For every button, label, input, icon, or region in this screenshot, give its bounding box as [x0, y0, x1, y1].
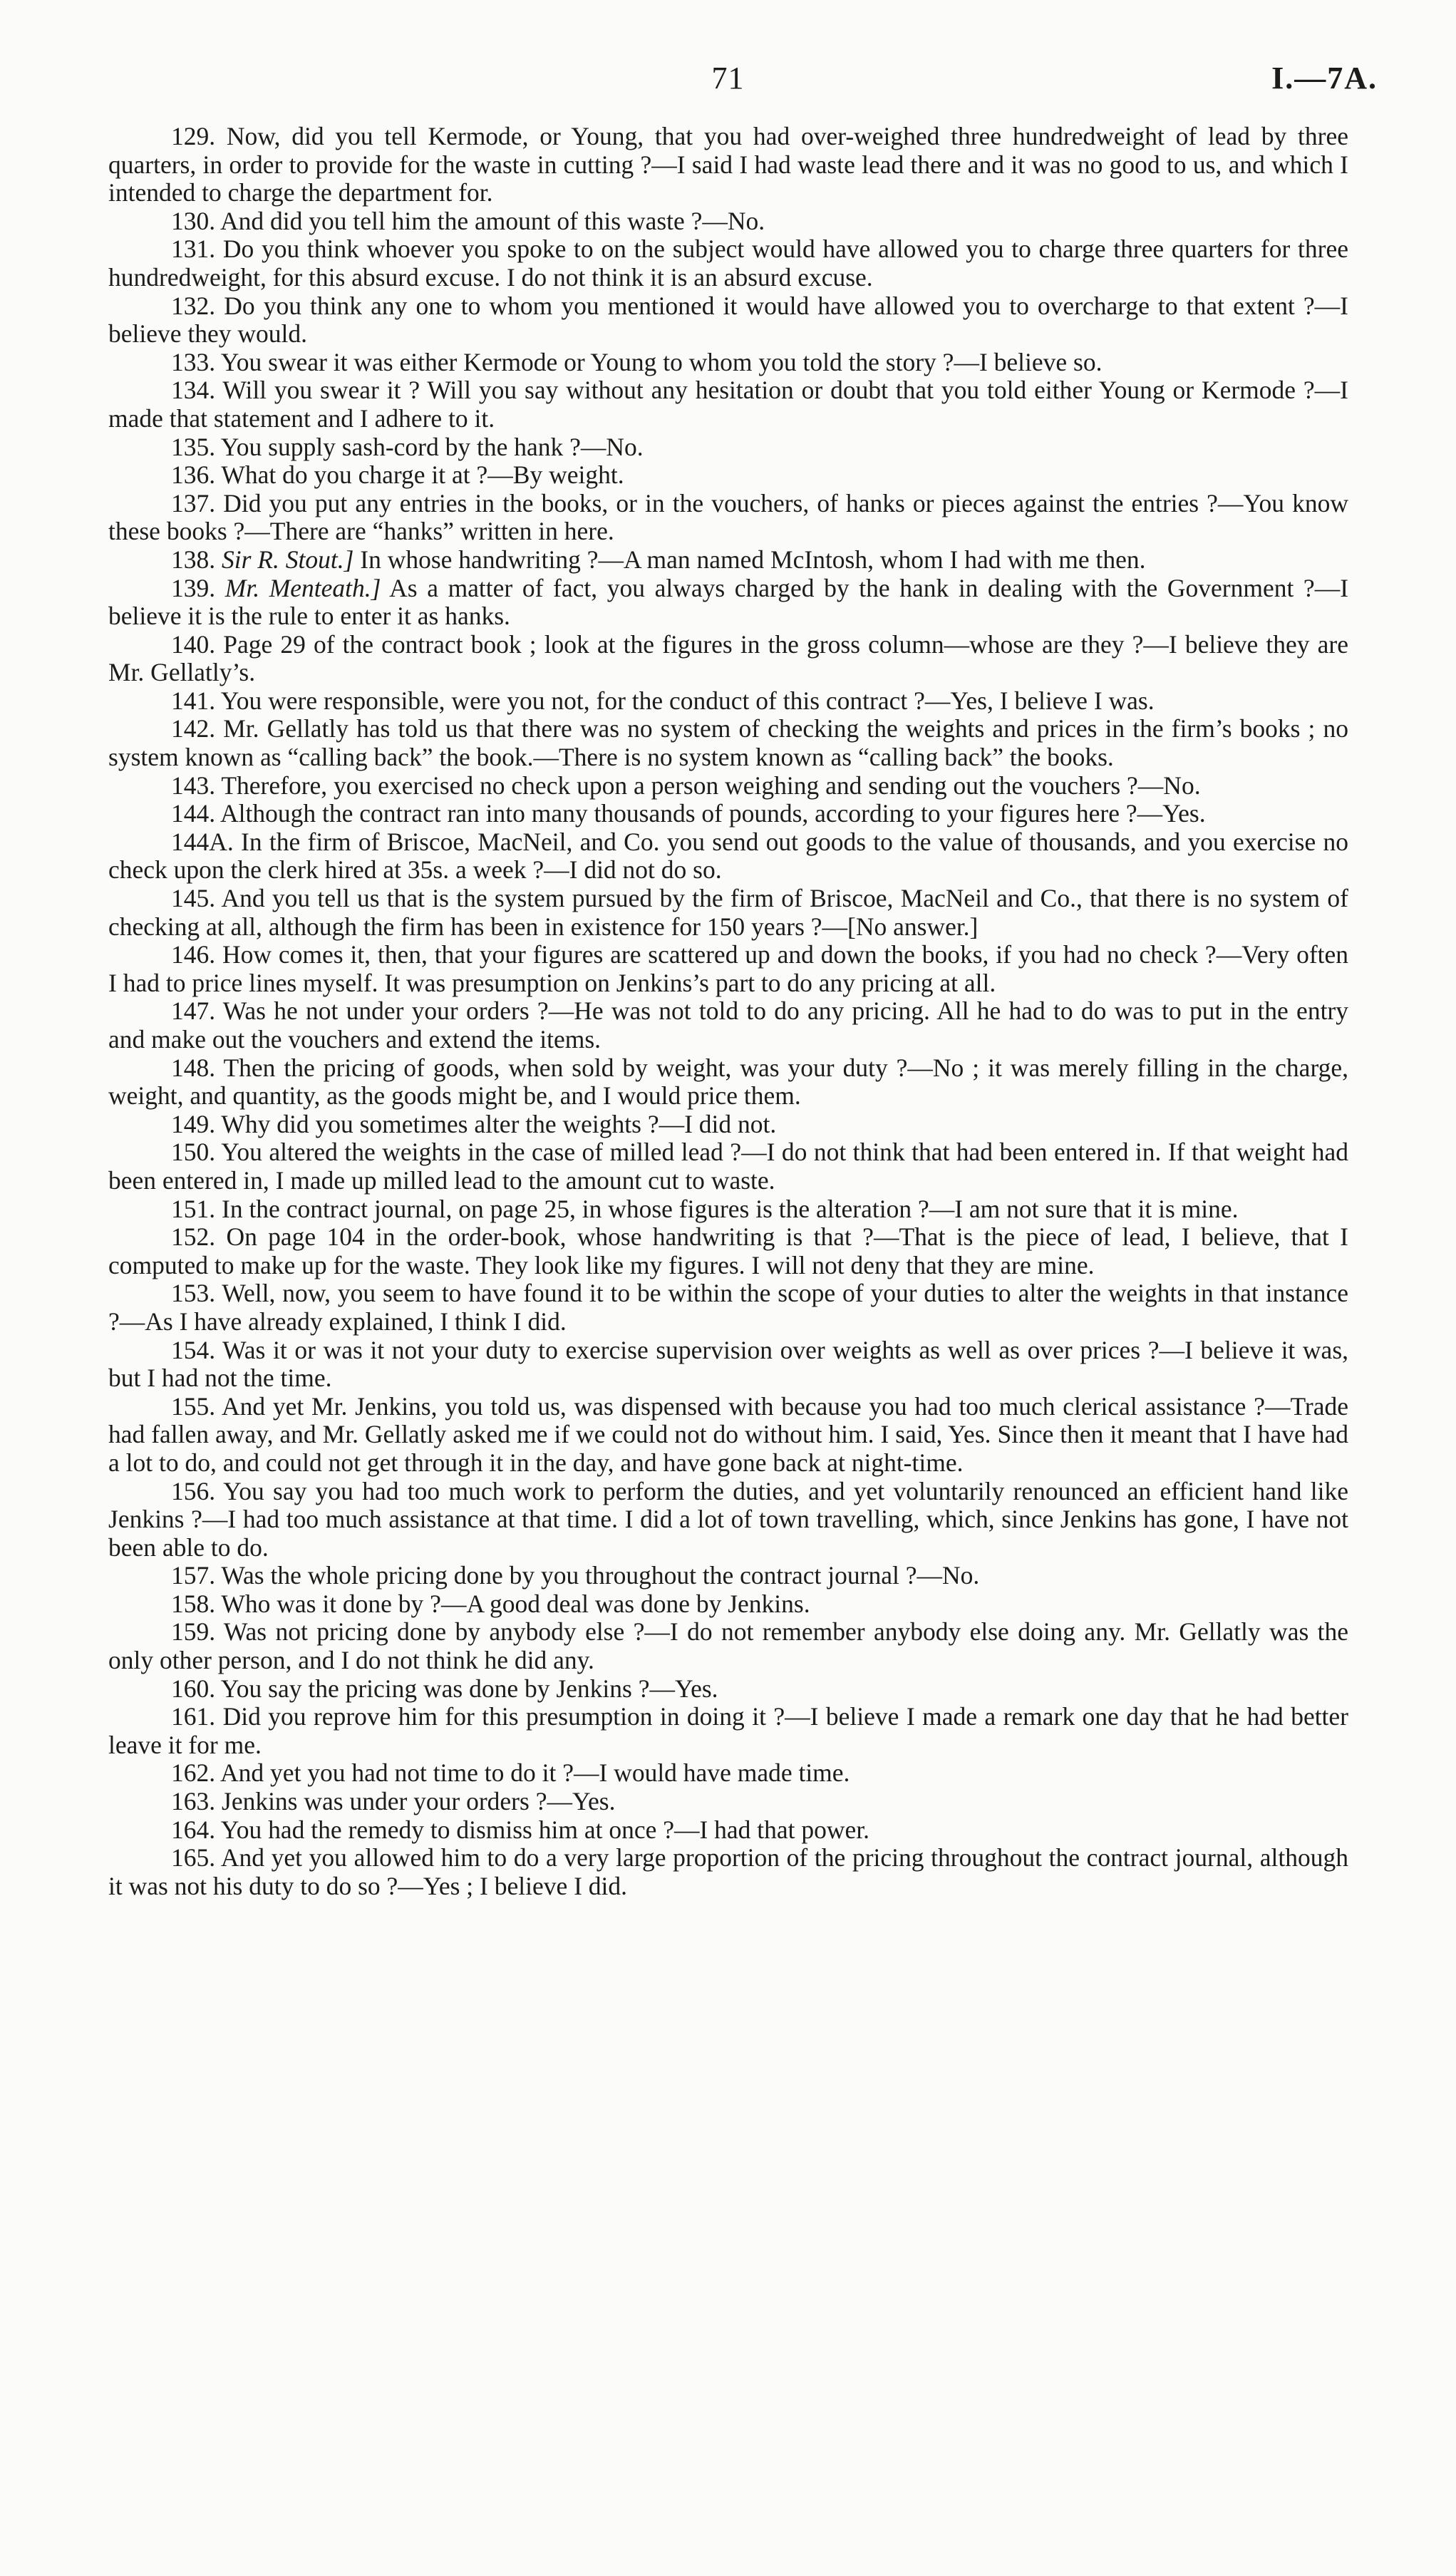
question-answer-text: Did you put any entries in the books, or in the vouchers, of hanks or pieces against the entries ?—You know these books ?—There are “hanks” written in here. — [108, 488, 1348, 546]
testimony-paragraph — [108, 575, 1348, 631]
question-number: 129. — [171, 122, 216, 150]
question-answer-text: And you tell us that is the system pursued by the firm of Briscoe, MacNeil and Co., that there is no system of checking at all, although the firm has been in existence for 150 years ?—[No answer.] — [108, 884, 1348, 941]
testimony-paragraph — [108, 1618, 1348, 1674]
question-answer-text: You were responsible, were you not, for the conduct of this contract ?—Yes, I believe I was. — [220, 686, 1155, 715]
testimony-paragraph — [108, 715, 1348, 771]
testimony-body — [108, 123, 1348, 1900]
question-answer-text: As a matter of fact, you always charged by the hank in dealing with the Government ?—I believe it is the rule to enter it as hanks. — [108, 573, 1349, 631]
question-number: 150. — [171, 1138, 216, 1167]
testimony-paragraph — [108, 1478, 1348, 1562]
speaker-name: Mr. Menteath.] — [224, 573, 381, 602]
testimony-paragraph — [108, 1759, 1348, 1788]
question-answer-text: In the firm of Briscoe, MacNeil, and Co. you send out goods to the value of thousands, and you exercise no check upon the clerk hired at 35s. a week ?—I did not do so. — [108, 827, 1348, 885]
question-number: 135. — [171, 432, 216, 461]
question-number: 143. — [171, 771, 216, 800]
question-answer-text: What do you charge it at ?—By weight. — [221, 460, 624, 490]
testimony-paragraph — [108, 772, 1348, 800]
testimony-paragraph — [108, 631, 1348, 687]
testimony-paragraph — [108, 1279, 1348, 1336]
testimony-paragraph — [108, 1816, 1348, 1845]
question-number: 160. — [171, 1674, 216, 1703]
question-number: 134. — [171, 376, 216, 405]
question-number: 146. — [171, 940, 216, 969]
question-number: 136. — [171, 460, 216, 490]
question-answer-text: Do you think any one to whom you mentioned it would have allowed you to overcharge to that extent ?—I believe they would. — [108, 291, 1348, 349]
question-answer-text: Page 29 of the contract book ; look at the figures in the gross column—whose are they ?—I believe they are Mr. Gellatly’s. — [108, 629, 1349, 687]
testimony-paragraph — [108, 941, 1348, 997]
question-number: 140. — [171, 629, 216, 659]
testimony-paragraph — [108, 1703, 1348, 1759]
question-answer-text: And yet you had not time to do it ?—I would have made time. — [220, 1758, 850, 1788]
question-answer-text: In the contract journal, on page 25, in whose figures is the alteration ?—I am not sure that it is mine. — [222, 1194, 1239, 1223]
testimony-paragraph — [108, 461, 1348, 490]
testimony-paragraph — [108, 235, 1348, 292]
speaker-name: Sir R. Stout.] — [222, 545, 354, 574]
question-answer-text: Was he not under your orders ?—He was not told to do any pricing. All he had to do was to put in the entry and make out the vouchers and extend the items. — [108, 996, 1349, 1053]
question-answer-text: Who was it done by ?—A good deal was done by Jenkins. — [221, 1589, 810, 1618]
testimony-paragraph — [108, 490, 1348, 546]
question-answer-text: And did you tell him the amount of this waste ?—No. — [220, 206, 765, 235]
question-answer-text: Mr. Gellatly has told us that there was no system of checking the weights and prices in the firm’s books ; no system known as “calling back” the book.—There is no system known as “calling back” the books. — [108, 714, 1349, 772]
question-answer-text: You had the remedy to dismiss him at once ?—I had that power. — [220, 1815, 870, 1844]
question-answer-text: You say the pricing was done by Jenkins ?—Yes. — [220, 1674, 718, 1703]
testimony-paragraph — [108, 292, 1348, 349]
testimony-paragraph — [108, 1336, 1348, 1393]
testimony-paragraph — [108, 1393, 1348, 1478]
question-number: 151. — [171, 1194, 216, 1223]
testimony-paragraph — [108, 1138, 1348, 1195]
question-number: 132. — [171, 291, 216, 320]
testimony-paragraph — [108, 546, 1348, 575]
question-number: 158. — [171, 1589, 216, 1618]
question-answer-text: And yet you allowed him to do a very large proportion of the pricing throughout the contract journal, although it was not his duty to do so ?—Yes ; I believe I did. — [108, 1843, 1348, 1900]
question-number: 156. — [171, 1476, 216, 1505]
testimony-paragraph — [108, 1111, 1348, 1139]
question-answer-text: You supply sash-cord by the hank ?—No. — [220, 432, 644, 461]
question-number: 144. — [171, 799, 216, 828]
question-answer-text: Will you swear it ? Will you say without any hesitation or doubt that you told either Young or Kermode ?—I made that statement and I adhere to it. — [108, 376, 1348, 433]
question-answer-text: Jenkins was under your orders ?—Yes. — [222, 1787, 616, 1816]
question-number: 130. — [171, 206, 216, 235]
testimony-paragraph — [108, 349, 1348, 377]
question-answer-text: Then the pricing of goods, when sold by weight, was your duty ?—No ; it was merely filling in the charge, weight, and quantity, as the goods might be, and I would price them. — [108, 1053, 1348, 1111]
testimony-paragraph — [108, 123, 1348, 207]
question-answer-text: Why did you sometimes alter the weights ?—I did not. — [221, 1109, 777, 1138]
question-answer-text: Do you think whoever you spoke to on the subject would have allowed you to charge three quarters for three hundredweight, for this absurd excuse. I do not think it is an absurd excuse. — [108, 235, 1348, 292]
testimony-paragraph — [108, 1054, 1348, 1111]
question-number: 163. — [171, 1787, 216, 1816]
question-number: 133. — [171, 347, 216, 376]
question-answer-text: Did you reprove him for this presumption in doing it ?—I believe I made a remark one day that he had better leave it for me. — [108, 1702, 1349, 1759]
question-number: 155. — [171, 1391, 216, 1421]
testimony-paragraph — [108, 800, 1348, 828]
testimony-paragraph — [108, 433, 1348, 462]
testimony-paragraph — [108, 1195, 1348, 1224]
question-answer-text: You swear it was either Kermode or Young to whom you told the story ?—I believe so. — [220, 347, 1103, 376]
question-answer-text: And yet Mr. Jenkins, you told us, was dispensed with because you had too much clerical assistance ?—Trade had fallen away, and Mr. Gellatly asked me if we could not do without him. I said, Yes. Since then it meant that I have had a lot to do, and could not get through it in the day, and have gone back at night-time. — [108, 1391, 1348, 1477]
question-answer-text: Although the contract ran into many thousands of pounds, according to your figures here ?—Yes. — [220, 799, 1206, 828]
testimony-paragraph — [108, 207, 1348, 236]
question-answer-text: Was not pricing done by anybody else ?—I do not remember anybody else doing any. Mr. Gellatly was the only other person, and I do not think he did any. — [108, 1617, 1349, 1675]
testimony-paragraph — [108, 885, 1348, 941]
testimony-paragraph — [108, 1788, 1348, 1816]
question-number: 142. — [171, 714, 216, 743]
question-answer-text: In whose handwriting ?—A man named McIntosh, whom I had with me then. — [360, 545, 1146, 574]
testimony-paragraph — [108, 376, 1348, 433]
question-number: 164. — [171, 1815, 216, 1844]
question-number: 154. — [171, 1335, 216, 1364]
testimony-paragraph — [108, 1590, 1348, 1619]
question-number: 138. — [171, 545, 216, 574]
question-answer-text: Was it or was it not your duty to exercise supervision over weights as well as over prices ?—I believe it was, but I had not the time. — [108, 1335, 1349, 1393]
question-answer-text: Now, did you tell Kermode, or Young, that you had over-weighed three hundredweight of lead by three quarters, in order to provide for the waste in cutting ?—I said I had waste lead there and it was no good to us, and which I intended to charge the department for. — [108, 122, 1348, 207]
question-number: 153. — [171, 1279, 216, 1308]
question-number: 141. — [171, 686, 216, 715]
question-number: 145. — [171, 884, 216, 913]
question-number: 159. — [171, 1617, 216, 1647]
question-answer-text: Was the whole pricing done by you throughout the contract journal ?—No. — [221, 1561, 980, 1590]
testimony-paragraph — [108, 1562, 1348, 1590]
testimony-paragraph — [108, 687, 1348, 716]
question-number: 148. — [171, 1053, 216, 1082]
question-answer-text: Well, now, you seem to have found it to be within the scope of your duties to alter the weights in that instance ?—As I have already explained, I think I did. — [108, 1279, 1349, 1336]
question-answer-text: You altered the weights in the case of milled lead ?—I do not think that had been entered in. If that weight had been entered in, I made up milled lead to the amount cut to waste. — [108, 1138, 1349, 1195]
question-number: 162. — [171, 1758, 216, 1788]
testimony-paragraph — [108, 1844, 1348, 1900]
question-answer-text: On page 104 in the order-book, whose handwriting is that ?—That is the piece of lead, I believe, that I computed to make up for the waste. They look like my figures. I will not deny that they are mine. — [108, 1222, 1348, 1279]
question-number: 149. — [171, 1109, 216, 1138]
page-number: 71 — [711, 61, 745, 96]
question-number: 137. — [171, 488, 216, 517]
question-number: 131. — [171, 235, 216, 264]
testimony-paragraph — [108, 828, 1348, 885]
question-number: 144A. — [171, 827, 234, 856]
testimony-paragraph — [108, 1223, 1348, 1279]
question-number: 157. — [171, 1561, 216, 1590]
testimony-paragraph — [108, 1675, 1348, 1704]
question-number: 139. — [171, 573, 216, 602]
question-number: 161. — [171, 1702, 216, 1731]
question-answer-text: You say you had too much work to perform the duties, and yet voluntarily renounced an efficient hand like Jenkins ?—I had too much assistance at that time. I did a lot of town travelling, which, since Jenkins has gone, I have not been able to do. — [108, 1476, 1348, 1562]
document-reference: I.—7A. — [1271, 61, 1378, 96]
question-number: 147. — [171, 996, 216, 1026]
question-answer-text: Therefore, you exercised no check upon a person weighing and sending out the vouchers ?—No. — [221, 771, 1201, 800]
question-answer-text: How comes it, then, that your figures are scattered up and down the books, if you had no check ?—Very often I had to price lines myself. It was presumption on Jenkins’s part to do any pricing at all. — [108, 940, 1349, 997]
question-number: 165. — [171, 1843, 216, 1872]
testimony-paragraph — [108, 997, 1348, 1053]
question-number: 152. — [171, 1222, 216, 1252]
